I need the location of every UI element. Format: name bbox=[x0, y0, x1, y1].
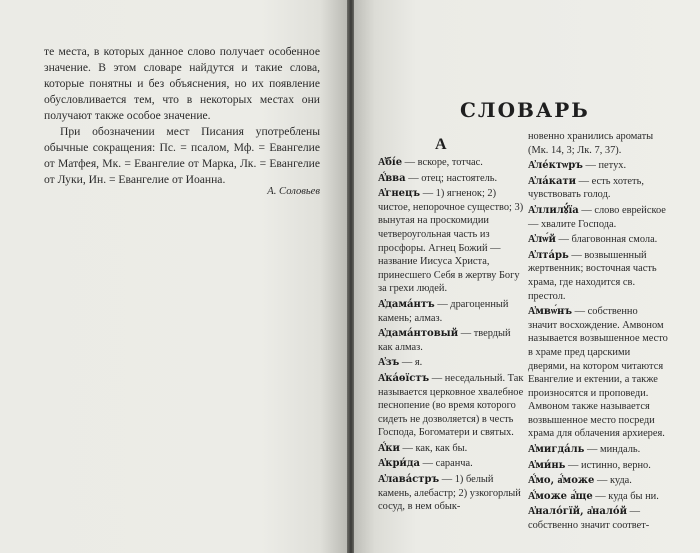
dictionary-entry bbox=[378, 442, 524, 456]
dictionary-entry bbox=[528, 130, 668, 157]
entry-headword: А҆ллилꙋ́їа bbox=[528, 204, 579, 216]
entry-headword: А҆гнецъ bbox=[378, 188, 421, 200]
entry-definition: — есть хотеть, чувствовать голод. bbox=[528, 175, 644, 201]
entry-headword: А҆лта́рь bbox=[528, 249, 569, 261]
entry-definition: — миндаль. bbox=[584, 444, 641, 456]
entry-definition: — драгоценный камень; алмаз. bbox=[378, 298, 509, 324]
left-page-text bbox=[44, 44, 320, 188]
entry-headword: А҆нало́гїй, а҆нало́й bbox=[528, 506, 627, 518]
entry-definition: — собственно значит соответ- bbox=[528, 506, 650, 532]
entry-definition: — петух. bbox=[582, 160, 627, 172]
section-letter: А bbox=[435, 136, 447, 153]
entry-definition: — собственно значит восхождение. Амвоном называется возвышенное место в храме пред царскими дверями, на котором читаются Евангелие и ектении, а также произносятся и проповеди. Амвоном также называется возвышенное место посреди храма для облачения архиерея. bbox=[528, 306, 668, 440]
entry-headword: А҆бі́е bbox=[378, 157, 403, 168]
dictionary-entry bbox=[528, 474, 668, 488]
entry-definition: — как, как бы. bbox=[399, 442, 468, 454]
entry-definition: — 1) ягненок; 2) чистое, непорочное существо; 3) вынутая на проскомидии четвероугольная часть из просфоры. Агнец Божий — название Иисуса Христа, принесшего Себя в жертву Богу за грехи людей. bbox=[378, 188, 524, 295]
entry-headword: А҆́вва bbox=[378, 172, 406, 184]
entry-definition: — истинно, верно. bbox=[565, 459, 651, 471]
entry-headword: А҆ле́ктѡръ bbox=[528, 160, 583, 172]
entry-definition: — я. bbox=[399, 357, 423, 369]
entry-headword: А҆лѡ́й bbox=[528, 234, 556, 246]
dictionary-entry bbox=[528, 443, 668, 457]
entry-headword: А҆лава́стръ bbox=[378, 474, 440, 486]
entry-headword: А҆ла́кати bbox=[528, 175, 577, 187]
entry-definition: — саранча. bbox=[420, 458, 473, 470]
dictionary-entry bbox=[378, 327, 524, 354]
entry-definition: — куда бы ни. bbox=[592, 490, 659, 502]
entry-headword: А҆дама́нтъ bbox=[378, 298, 435, 310]
dictionary-column-2 bbox=[528, 130, 668, 535]
entry-headword: А҆́може а҆́ще bbox=[528, 490, 593, 502]
dictionary-entry bbox=[378, 298, 524, 325]
dictionary-entry bbox=[528, 305, 668, 441]
left-page bbox=[0, 0, 348, 553]
entry-definition: — благовонная смола. bbox=[555, 234, 658, 246]
entry-definition: — 1) белый камень, алебастр; 2) узкогорлый сосуд, в нем обык- bbox=[378, 474, 521, 513]
dictionary-entry bbox=[528, 249, 668, 303]
entry-headword: А҆ка́ѳїстъ bbox=[378, 372, 430, 384]
entry-headword: А҆кри́да bbox=[378, 458, 420, 470]
dictionary-entry bbox=[528, 459, 668, 473]
dictionary-entry bbox=[528, 204, 668, 231]
dictionary-entry bbox=[378, 372, 524, 440]
entry-definition: — вскоре, тотчас. bbox=[402, 157, 483, 168]
entry-headword: А҆мвѡ́нъ bbox=[528, 306, 573, 318]
dictionary-column-1 bbox=[378, 156, 524, 516]
dictionary-entry bbox=[378, 172, 524, 186]
entry-headword: А҆мигда́ль bbox=[528, 444, 585, 456]
entry-headword: А҆зъ bbox=[378, 357, 400, 369]
dictionary-entry bbox=[378, 156, 524, 170]
dictionary-entry bbox=[528, 490, 668, 504]
dictionary-entry bbox=[528, 233, 668, 247]
entry-definition: — неседальный. Так называется церковное хвалебное песнопение (во время которого сидеть не дозволяется) в честь Господа, Богоматери и святых. bbox=[378, 372, 524, 439]
dictionary-entry bbox=[378, 473, 524, 514]
dictionary-entry bbox=[528, 175, 668, 202]
dictionary-title: СЛОВАРЬ bbox=[460, 98, 590, 122]
left-paragraph-1: те места, в которых данное слово получает особенное значение. В этом словаре найдутся и такие слова, которые понятны и без объяснения, но их появление обусловливается тем, что в некоторых местах они получают также особое значение. bbox=[44, 45, 320, 122]
entry-definition: — твердый как алмаз. bbox=[378, 328, 511, 353]
dictionary-entry bbox=[378, 356, 524, 370]
entry-definition: — возвышенный жертвенник; восточная часть храма, где находится св. престол. bbox=[528, 249, 657, 302]
entry-definition: новенно хранились ароматы (Мк. 14, 3; Лк. 7, 37). bbox=[528, 131, 654, 156]
dictionary-entry bbox=[528, 505, 668, 532]
entry-headword: А҆ми́нь bbox=[528, 459, 566, 471]
entry-headword: А҆́мо, а҆́може bbox=[528, 475, 595, 487]
entry-definition: — отец; настоятель. bbox=[405, 172, 498, 184]
dictionary-entry bbox=[378, 457, 524, 471]
dictionary-entry bbox=[378, 187, 524, 296]
entry-headword: А҆дама́нтовый bbox=[378, 328, 459, 340]
entry-definition: — куда. bbox=[594, 475, 632, 487]
author-signature: А. Соловьев bbox=[267, 186, 320, 197]
dictionary-entry bbox=[528, 159, 668, 173]
entry-headword: А҆́ки bbox=[378, 442, 400, 454]
left-paragraph-2: При обозначении мест Писания употреблены обычные сокращения: Пс. = псалом, Мф. = Евангелие от Матфея, Мк. = Евангелие от Марка, Лк. = Евангелие от Луки, Ин. = Евангелие от Иоанна. bbox=[44, 125, 320, 186]
entry-definition: — слово еврейское — хвалите Господа. bbox=[528, 204, 666, 230]
